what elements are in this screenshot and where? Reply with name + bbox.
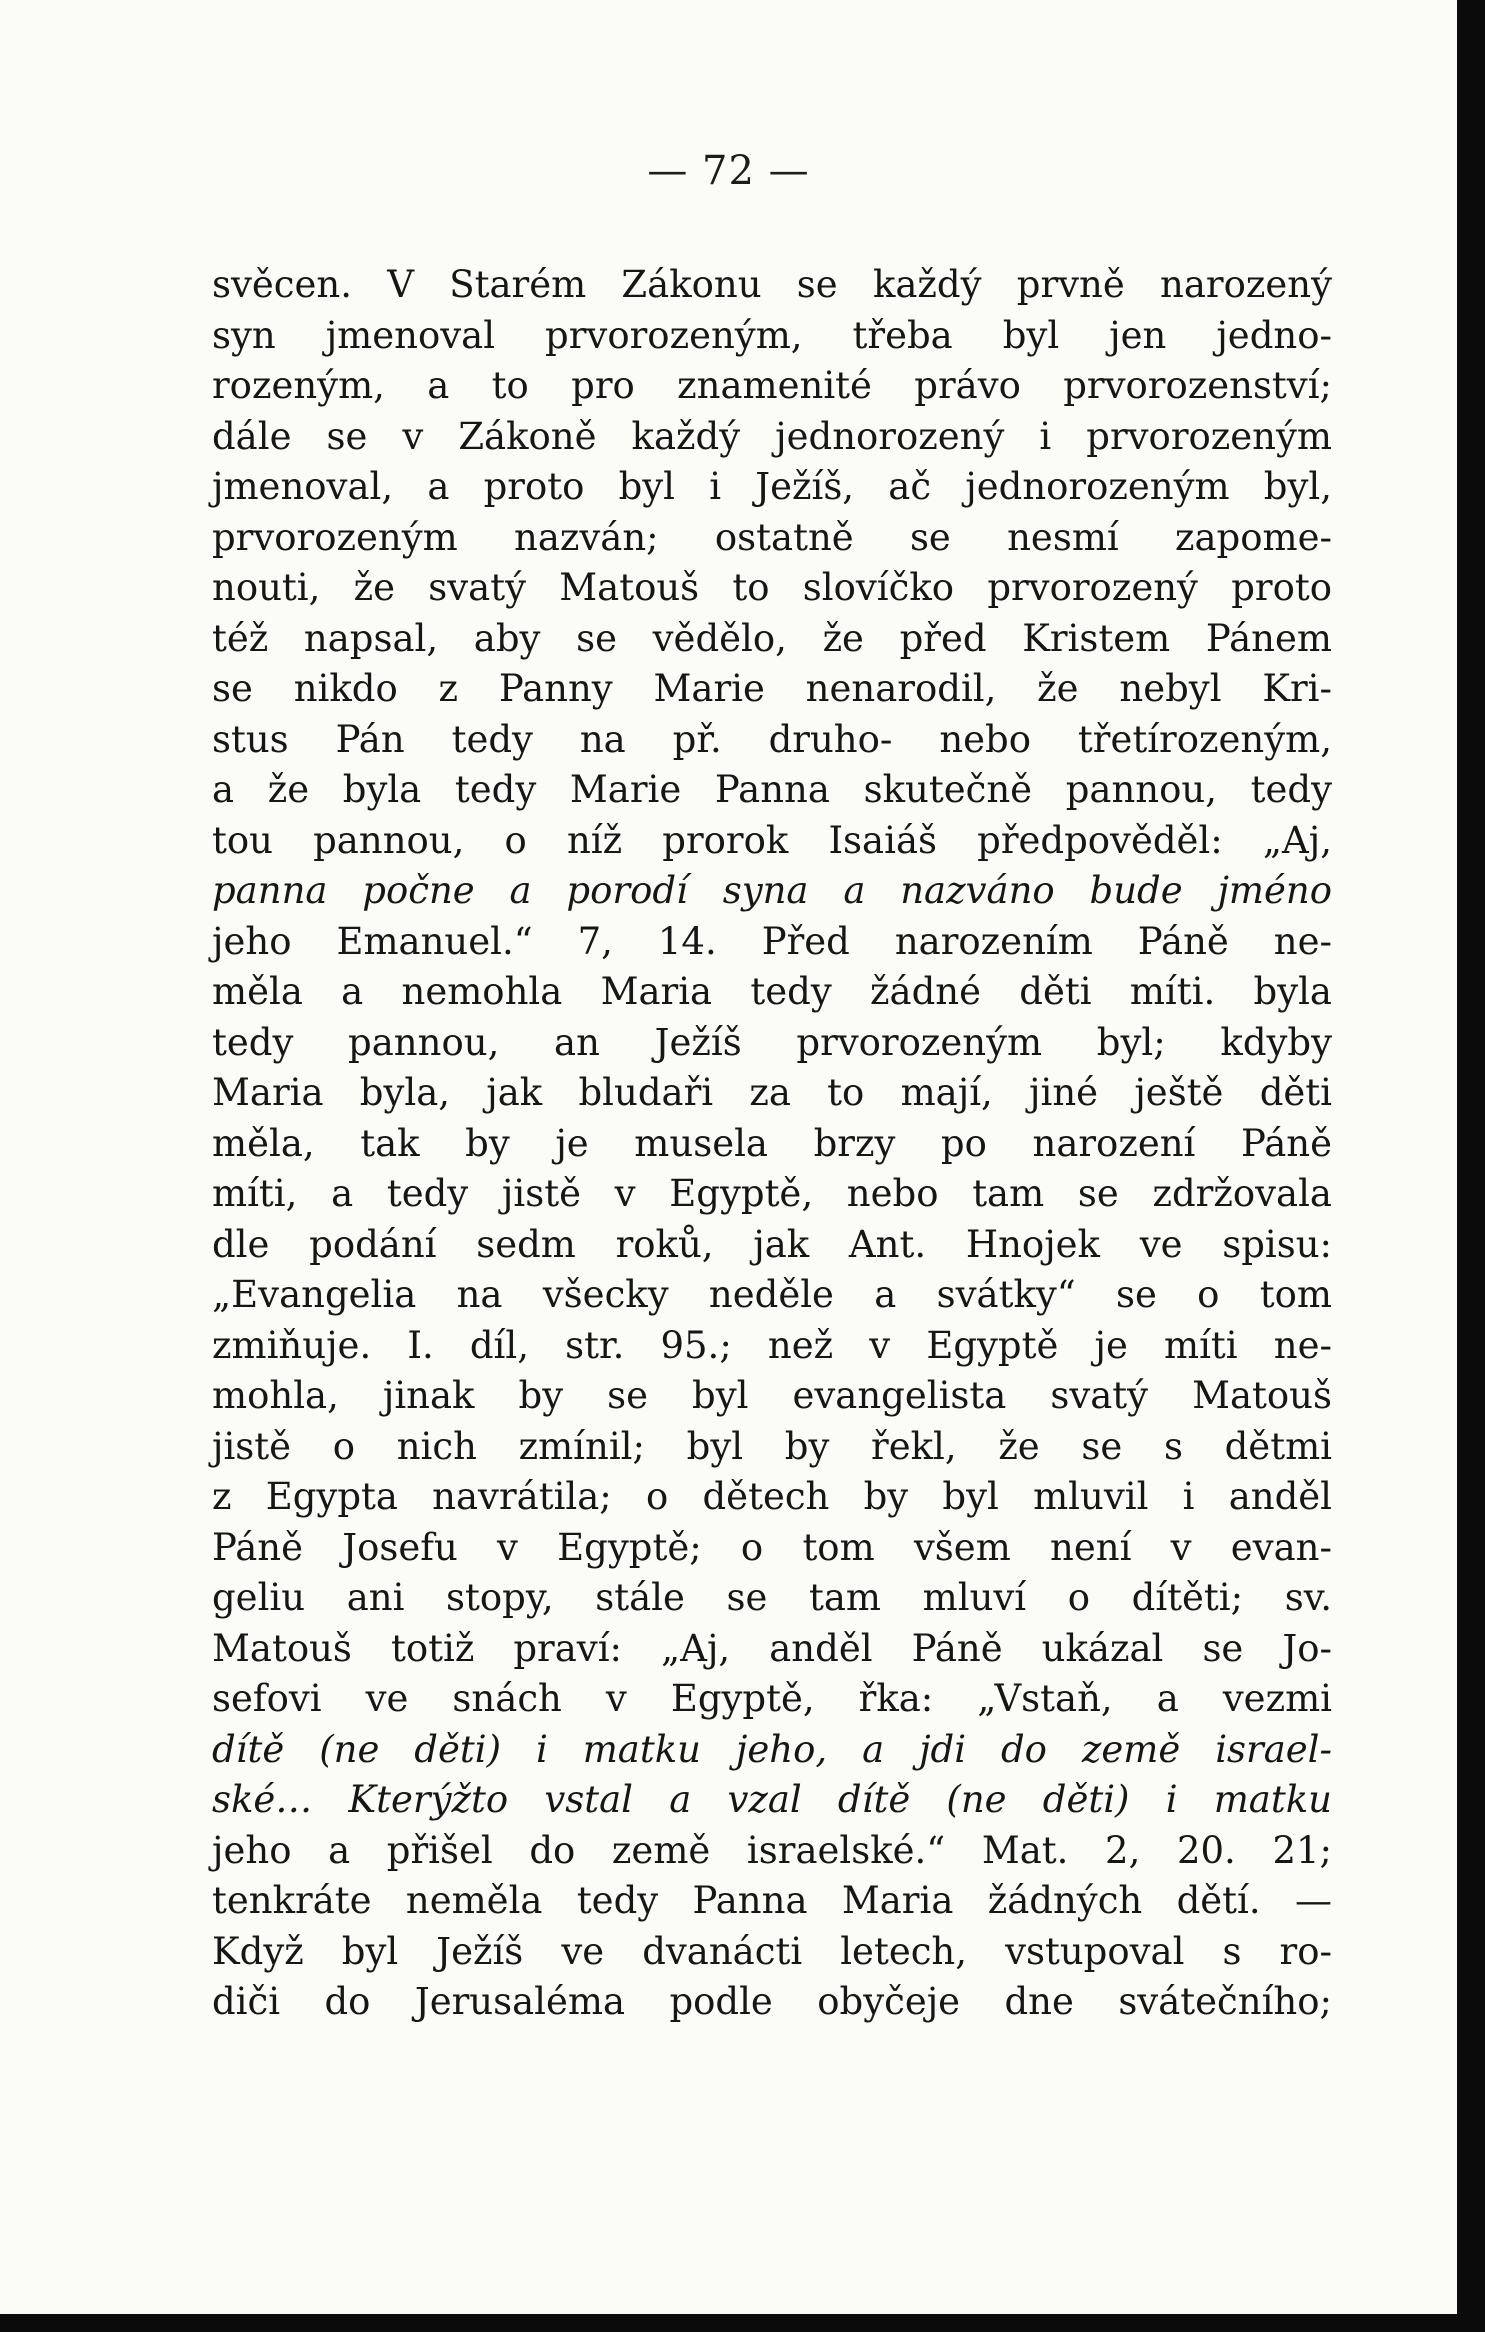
text-line: též napsal, aby se vědělo, že před Kristem Pánem	[212, 616, 1332, 660]
text-line: Páně Josefu v Egyptě; o tom všem není v evan-	[212, 1525, 1332, 1569]
text-line: z Egypta navrátila; o dětech by byl mluvil i anděl	[212, 1475, 1332, 1518]
text-line: „Evangelia na všecky neděle a svátky“ se o tom	[212, 1273, 1332, 1316]
text-line: dále se v Zákoně každý jednorozený i prvorozeným	[212, 414, 1332, 458]
text-line: dítě (ne děti) i matku jeho, a jdi do země israel-	[212, 1727, 1332, 1771]
text-line: ské… Kterýžto vstal a vzal dítě (ne děti) i matku	[212, 1778, 1332, 1821]
text-line: tedy pannou, an Ježíš prvorozeným byl; kdyby	[212, 1020, 1332, 1064]
text-line: měla, tak by je musela brzy po narození Páně	[212, 1121, 1332, 1165]
text-line: jistě o nich zmínil; byl by řekl, že se s dětmi	[212, 1424, 1332, 1468]
text-line: syn jmenoval prvorozeným, třeba byl jen jedno-	[212, 313, 1332, 357]
text-line: jeho a přišel do země israelské.“ Mat. 2, 20. 21;	[212, 1828, 1332, 1872]
text-line: mohla, jinak by se byl evangelista svatý Matouš	[212, 1374, 1332, 1417]
text-line: dle podání sedm roků, jak Ant. Hnojek ve spisu:	[212, 1222, 1332, 1266]
text-line: diči do Jerusaléma podle obyčeje dne svátečního;	[212, 1980, 1332, 2023]
text-line: rozeným, a to pro znamenité právo prvorozenství;	[212, 364, 1332, 407]
text-line: a že byla tedy Marie Panna skutečně pannou, tedy	[212, 768, 1332, 811]
text-line: geliu ani stopy, stále se tam mluví o dítěti; sv.	[212, 1576, 1332, 1619]
text-line: jeho Emanuel.“ 7, 14. Před narozením Páně ne-	[212, 919, 1332, 963]
text-line: svěcen. V Starém Zákonu se každý prvně narozený	[212, 263, 1332, 306]
text-line: panna počne a porodí syna a nazváno bude jméno	[212, 869, 1332, 912]
text-line: Maria byla, jak bludaři za to mají, jiné ještě děti	[212, 1071, 1332, 1114]
text-line: tenkráte neměla tedy Panna Maria žádných dětí. —	[212, 1879, 1332, 1922]
body-text	[212, 260, 1332, 2028]
text-line: stus Pán tedy na př. druho- nebo třetírozeným,	[212, 717, 1332, 761]
scan-border-bottom	[0, 2314, 1485, 2332]
text-line: prvorozeným nazván; ostatně se nesmí zapome-	[212, 515, 1332, 559]
text-line: Když byl Ježíš ve dvanácti letech, vstupoval s ro-	[212, 1929, 1332, 1973]
text-line: se nikdo z Panny Marie nenarodil, že nebyl Kri-	[212, 667, 1332, 710]
text-line: míti, a tedy jistě v Egyptě, nebo tam se zdržovala	[212, 1172, 1332, 1215]
text-line: tou pannou, o níž prorok Isaiáš předpověděl: „Aj,	[212, 818, 1332, 862]
text-line: sefovi ve snách v Egyptě, řka: „Vstaň, a vezmi	[212, 1677, 1332, 1720]
text-line: zmiňuje. I. díl, str. 95.; než v Egyptě je míti ne-	[212, 1323, 1332, 1367]
text-line: Matouš totiž praví: „Aj, anděl Páně ukázal se Jo-	[212, 1626, 1332, 1670]
text-line: nouti, že svatý Matouš to slovíčko prvorozený proto	[212, 566, 1332, 609]
text-line: měla a nemohla Maria tedy žádné děti míti. byla	[212, 970, 1332, 1013]
scan-border-right	[1457, 0, 1485, 2332]
text-line: jmenoval, a proto byl i Ježíš, ač jednorozeným byl,	[212, 465, 1332, 508]
page-number: — 72 —	[647, 148, 810, 194]
